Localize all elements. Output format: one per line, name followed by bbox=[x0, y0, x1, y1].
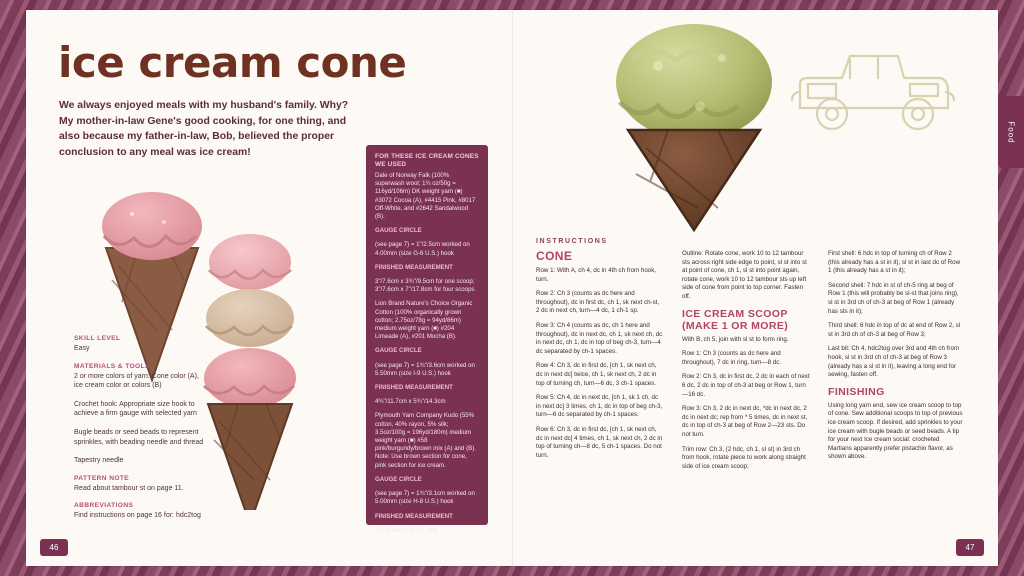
yarn-3: Plymouth Yarn Company Kudo (55% cotton, 40% rayon, 5% silk; 3.5oz/100g = 196yd/180m) medium weight yarn (■) #58 pink/burgundy/brown mix (A) and (B). Note: Use brown section for cone, pink section for ice cream. bbox=[375, 412, 476, 469]
left-page bbox=[26, 10, 512, 566]
finished-1-label: FINISHED MEASUREMENT bbox=[375, 263, 453, 271]
gauge-1-label: GAUGE CIRCLE bbox=[375, 227, 422, 235]
skill-level-value: Easy bbox=[74, 345, 90, 352]
cone-row: Row 1: With A, ch 4, dc in 4th ch from hook, turn. bbox=[536, 267, 657, 283]
materials-item: Crochet hook: Appropriate size hook to achieve a firm gauge with selected yarn bbox=[74, 400, 197, 418]
gauge-3-label: GAUGE CIRCLE bbox=[375, 475, 422, 483]
pattern-note-label: PATTERN NOTE bbox=[74, 474, 130, 482]
cone-row: Row 6: Ch 3, dc in first dc, [ch 1, sk next ch, dc in next dc] 4 times, ch 1, sk next ch, 2 dc in top of turning ch—8 dc, 5 ch-1 spaces. Do not turn. bbox=[536, 425, 663, 459]
yarn-1: Dale of Norway Falk (100% superwash wool; 1¾ oz/50g = 116yd/106m) DK weight yarn (■) #3072 Cocoa (A), #4415 Pink, #8017 Off-White, and #2642 Sandalwood (B). bbox=[375, 172, 476, 221]
finished-3-label: FINISHED MEASUREMENT bbox=[375, 512, 453, 520]
instructions-column-2 bbox=[682, 250, 810, 477]
materials-column bbox=[74, 335, 209, 530]
last-bit-step: Last bit: Ch 4, hdc2tog over 3rd and 4th ch from hook, sl st in 3rd ch of ch-3 at beg of Row 3 (already has a sl st in it), leaving a long end for sewing, fasten off. bbox=[828, 345, 960, 379]
page-number-right: 47 bbox=[956, 539, 984, 556]
cone-row: Row 4: Ch 3, dc in first dc, [ch 1, sk next ch, dc in next dc] twice, ch 1, sk next ch, 2 dc in top of turning ch, turn—6 dc, 3 ch-1 spaces. bbox=[536, 362, 657, 387]
section-tab-label: Food bbox=[1006, 120, 1016, 144]
scoop-row: Row 1: Ch 3 (counts as dc here and throughout), 7 dc in ring, turn—8 dc. bbox=[682, 350, 782, 366]
intro-paragraph: We always enjoyed meals with my husband's family. Why? My mother-in-law Gene's good cooking, for one thing, and also because my father-in-law, Bob, believed the proper conclusion to any meal was ice cream! bbox=[59, 100, 349, 158]
finished-2: 4¾"/11.7cm x 5¾"/14.3cm bbox=[375, 398, 446, 406]
cone-section-title: CONE bbox=[536, 249, 573, 263]
info-box-heading: FOR THESE ICE CREAM CONES WE USED bbox=[375, 153, 479, 168]
cone-row: Row 3: Ch 4 (counts as dc, ch 1 here and throughout), dc in next dc, ch 1, sk next ch, dc in next dc, ch 1, dc in top of beg ch-3, turn—4 dc separated by ch-1 spaces. bbox=[536, 321, 663, 355]
materials-label: MATERIALS & TOOLS bbox=[74, 362, 150, 370]
first-shell-step: First shell: 6 hdc in top of turning ch of Row 2 (this already has a st in it), sl st in last dc of Row 1 (this already has a st in it); bbox=[828, 250, 961, 275]
page-title: ice cream cone bbox=[58, 38, 407, 87]
third-shell-step: Third shell: 6 hdc in top of dc at end of Row 2, sl st in 3rd ch of ch-3 at beg of Row 3; bbox=[828, 322, 961, 338]
finishing-text: Using long yarn end, sew ice cream scoop to top of cone. Sew additional scoops to top of previous ice cream scoop. If desired, add sprinkles to your ice cream with bugle beads or seed beads. A tip for your next Ice cream social: crocheted Martians apparently prefer pistachio flavor, as shown above. bbox=[828, 401, 963, 461]
materials-item: Bugle beads or seed beads to represent sprinkles, with beading needle and thread bbox=[74, 428, 204, 446]
scoop-intro: With B, ch 5, join with sl st to form ring. bbox=[682, 335, 789, 343]
scoop-section-title: ICE CREAM SCOOP (MAKE 1 OR MORE) bbox=[682, 307, 789, 332]
book-spread bbox=[26, 10, 998, 566]
instructions-column-1 bbox=[536, 250, 664, 466]
section-tab-food[interactable] bbox=[998, 96, 1024, 168]
gauge-1: (see page 7) = 1"/2.5cm worked on 4.00mm (size G-6 U.S.) hook bbox=[375, 241, 470, 257]
cone-row: Row 5: Ch 4, dc in next dc, [ch 1, sk 1 ch, dc in next dc] 3 times, ch 1, dc in top of beg ch-3, turn—6 dc separated by ch-1 spaces. bbox=[536, 394, 663, 419]
outline-step: Outline: Rotate cone, work 10 to 12 tambour sts across right side edge to point, sl st into st at point of cone, ch 1, sl st into point again, rotate cone, work 10 to 12 tambour sts up left side of cone from point to top corner. Fasten off. bbox=[682, 250, 807, 300]
materials-item: Tapestry needle bbox=[74, 457, 124, 465]
second-shell-step: Second shell: 7 hdc in st of ch-5 ring at beg of Row 1 (this will probably be sl-st that joins ring), sl st in 3rd ch of ch-3 at beg of Row 1 (already has sts in it); bbox=[828, 281, 959, 315]
abbreviations-value: Find instructions on page 16 for: hdc2tog bbox=[74, 512, 201, 520]
pattern-note-value: Read about tambour st on page 11. bbox=[74, 484, 184, 492]
skill-level-label: SKILL LEVEL bbox=[74, 335, 121, 342]
instructions-column-3 bbox=[828, 250, 964, 468]
materials-item: 2 or more colors of yarn: Cone color (A), ice cream color or colors (B) bbox=[74, 372, 199, 390]
finished-3: 3¼"/9.8cm x 5"/12.7cm bbox=[375, 526, 438, 534]
page-number-left: 46 bbox=[40, 539, 68, 556]
scoop-row: Row 3: Ch 3, 2 dc in next dc, *dc in next dc, 2 dc in next dc; rep from * 5 times, dc in next st, dc in top of ch-3 at beg of Row 2—23 sts. Do not turn. bbox=[682, 405, 808, 438]
gauge-2-label: GAUGE CIRCLE bbox=[375, 347, 422, 355]
finished-2-label: FINISHED MEASUREMENT bbox=[375, 384, 453, 392]
vintage-truck-drawing bbox=[788, 34, 958, 146]
gauge-3: (see page 7) = 1¾"/3.1cm worked on 5.00mm (size H-8 U.S.) hook bbox=[375, 490, 475, 506]
scoop-row: Row 2: Ch 3, dc in first dc, 2 dc in each of next 6 dc, 2 dc in top of ch-3 at beg or Row 1, turn—16 dc. bbox=[682, 373, 810, 398]
finished-1: 3"/7.6cm x 3¾"/9.5cm for one scoop; 3"/7.6cm x 7"/17.8cm for four scoops bbox=[375, 278, 475, 294]
yarn-info-box bbox=[366, 145, 488, 534]
right-page bbox=[512, 10, 998, 566]
finishing-section-title: FINISHING bbox=[828, 385, 885, 398]
pistachio-cone-photo bbox=[542, 18, 972, 228]
gauge-2: (see page 7) = 1¾"/3.6cm worked on 5.50mm (size I-9 U.S.) hook bbox=[375, 361, 475, 377]
yarn-2: Lion Brand Nature's Choice Organic Cotton (100% organically grown cotton; 2.75oz/78g = 94yd/86m) medium weight yarn (■) #204 Limeade (A), #201 Mocha (B). bbox=[375, 300, 473, 341]
instructions-heading: INSTRUCTIONS bbox=[536, 238, 608, 245]
abbreviations-label: ABBREVIATIONS bbox=[74, 502, 134, 510]
scoop-row: Trim row: Ch 3, (2 hdc, ch 1, sl st) in 3rd ch from hook, rotate piece to work along straight side of ice cream scoop; bbox=[682, 445, 806, 470]
cone-row: Row 2: Ch 3 (counts as dc here and throughout), dc in first dc, ch 1, sk next ch-st, 2 dc in next ch, turn—4 dc, 1 ch-1 sp. bbox=[536, 290, 660, 315]
